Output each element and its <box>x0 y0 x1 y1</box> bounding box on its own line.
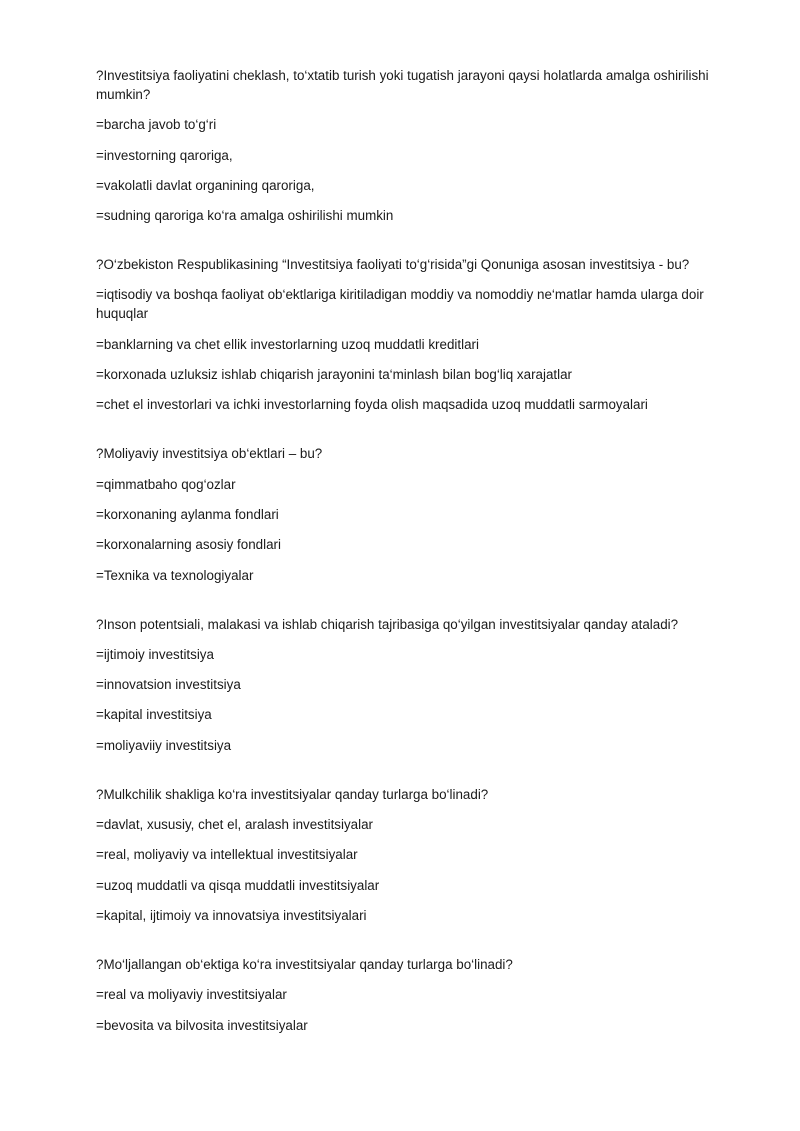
question-text: ?Moliyaviy investitsiya ob‘ektlari – bu? <box>96 446 323 462</box>
answer-option: =qimmatbaho qog‘ozlar <box>96 476 236 492</box>
question-block <box>96 444 736 584</box>
question-block <box>96 66 736 225</box>
answer-option: =kapital, ijtimoiy va innovatsiya investitsiyalari <box>96 907 367 923</box>
answer-option: =moliyaviiy investitsiya <box>96 737 232 753</box>
question-text: ?O‘zbekiston Respublikasining “Investitsiya faoliyati to‘g‘risida”gi Qonuniga asosan investitsiya - bu? <box>96 257 690 273</box>
answer-option: =real va moliyaviy investitsiyalar <box>96 987 287 1003</box>
answer-option: =korxonaning aylanma fondlari <box>96 506 279 522</box>
answer-option: =kapital investitsiya <box>96 707 212 723</box>
answer-option: =investorning qaroriga, <box>96 147 233 163</box>
answer-option: =banklarning va chet ellik investorlarning uzoq muddatli kreditlari <box>96 336 479 352</box>
question-text: ?Inson potentsiali, malakasi va ishlab chiqarish tajribasiga qo‘yilgan investitsiyalar qanday ataladi? <box>96 616 679 632</box>
answer-option: =innovatsion investitsiya <box>96 677 241 693</box>
question-block <box>96 615 736 755</box>
answer-option: =chet el investorlari va ichki investorlarning foyda olish maqsadida uzoq muddatli sarmoyalari <box>96 397 648 413</box>
answer-option: =bevosita va bilvosita investitsiyalar <box>96 1017 308 1033</box>
question-text: ?Mo‘ljallangan ob‘ektiga ko‘ra investitsiyalar qanday turlarga bo‘linadi? <box>96 956 513 972</box>
answer-option: =vakolatli davlat organining qaroriga, <box>96 177 315 193</box>
answer-option: =korxonalarning asosiy fondlari <box>96 537 281 553</box>
answer-option: =davlat, xususiy, chet el, aralash investitsiyalar <box>96 817 373 833</box>
answer-option: =Texnika va texnologiyalar <box>96 567 254 583</box>
answer-option: =barcha javob to‘g‘ri <box>96 117 217 133</box>
answer-option: =ijtimoiy investitsiya <box>96 646 214 662</box>
question-block <box>96 785 736 925</box>
question-block <box>96 955 736 1035</box>
question-block <box>96 255 736 414</box>
answer-option: =real, moliyaviy va intellektual investitsiyalar <box>96 847 358 863</box>
question-text: ?Mulkchilik shakliga ko‘ra investitsiyalar qanday turlarga bo‘linadi? <box>96 786 489 802</box>
answer-option: =korxonada uzluksiz ishlab chiqarish jarayonini ta‘minlash bilan bog‘liq xarajatlar <box>96 367 572 383</box>
answer-option: =iqtisodiy va boshqa faoliyat ob‘ektlariga kiritiladigan moddiy va nomoddiy ne‘matlar hamda ularga doir huquqlar <box>96 287 704 322</box>
question-text: ?Investitsiya faoliyatini cheklash, to‘xtatib turish yoki tugatish jarayoni qaysi holatlarda amalga oshirilishi mumkin? <box>96 68 709 102</box>
answer-option: =sudning qaroriga ko‘ra amalga oshirilishi mumkin <box>96 208 394 224</box>
document-page <box>96 66 736 1065</box>
answer-option: =uzoq muddatli va qisqa muddatli investitsiyalar <box>96 877 380 893</box>
